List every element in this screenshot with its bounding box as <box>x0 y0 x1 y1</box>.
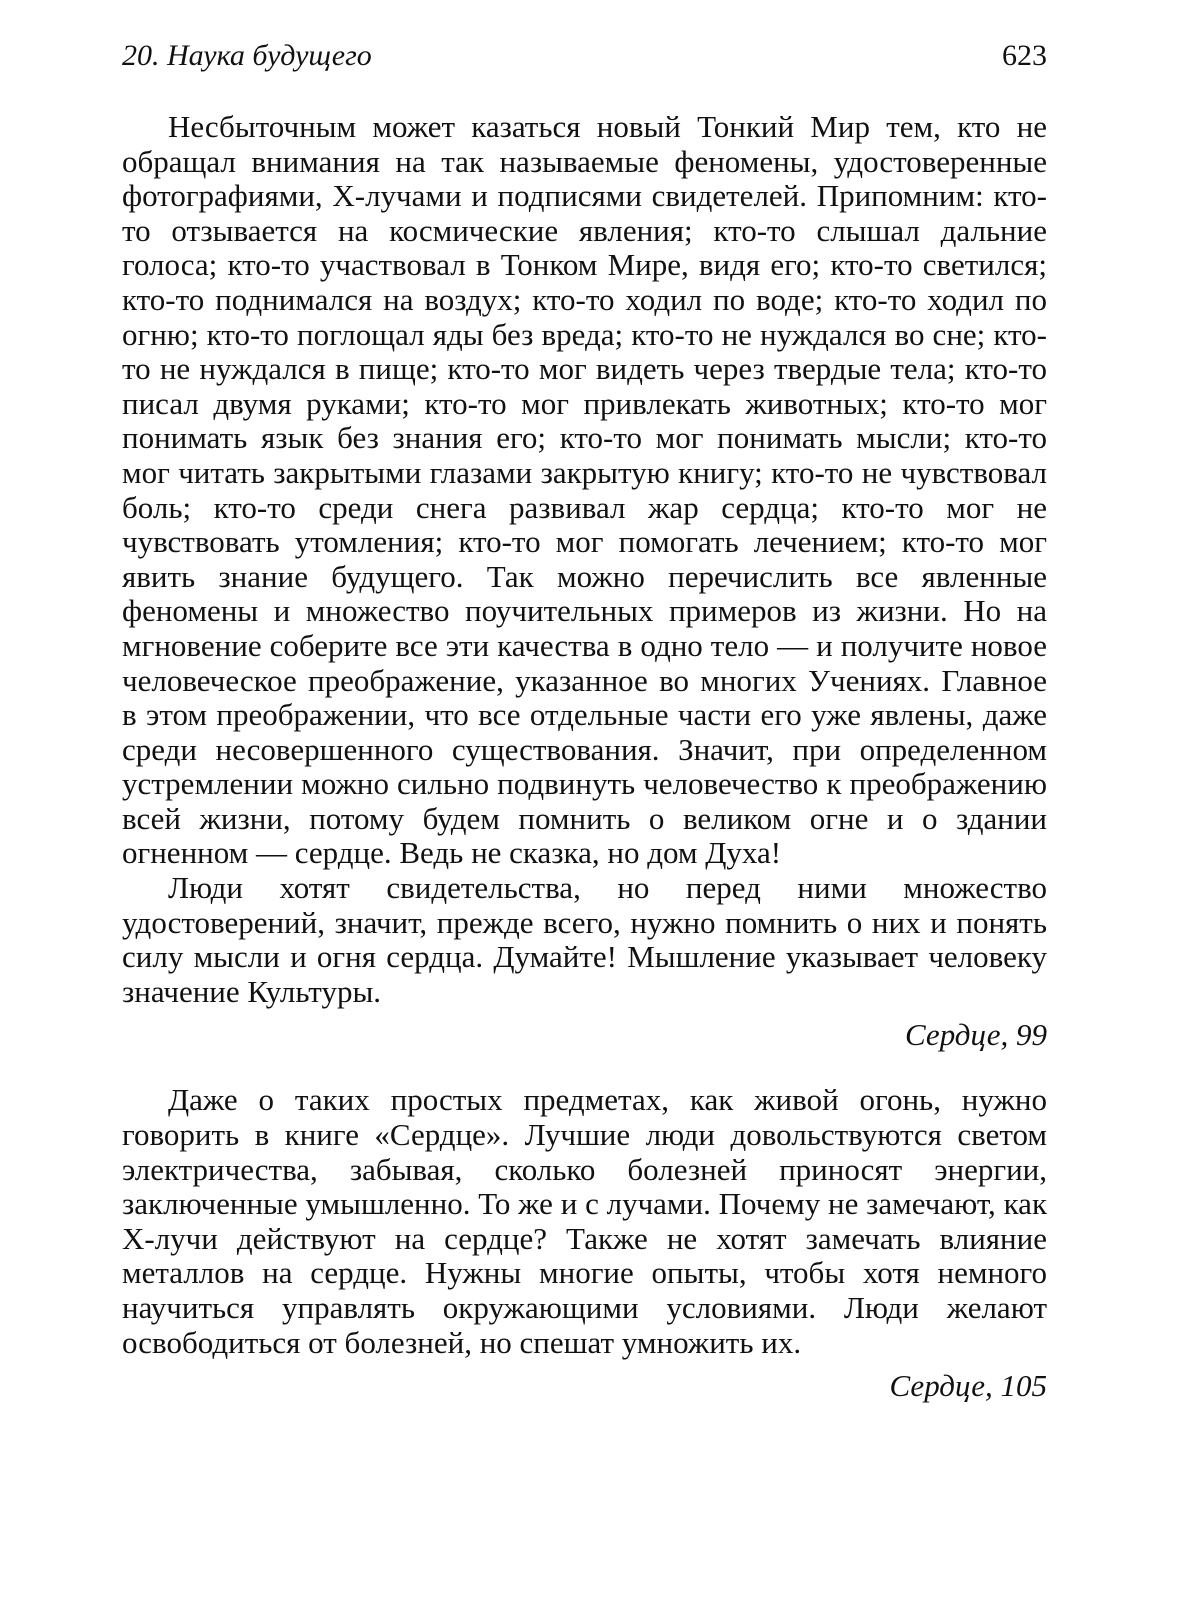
page-number: 623 <box>1002 39 1047 72</box>
source-citation-2: Сердце, 105 <box>889 1368 1047 1404</box>
passage-2 <box>122 1083 1047 1404</box>
passage-1 <box>122 110 1047 1053</box>
paragraph-3: Даже о таких простых предметах, как живой огонь, нужно говорить в книге «Сердце». Лучшие люди довольствуются светом электричества, забывая, сколько болезней приносят энергии, заключенные умышленно. То же и с лучами. Почему не замечают, как X-лучи действуют на сердце? Также не хотят замечать влияние металлов на сердце. Нужны многие опыты, чтобы хотя немного научиться управлять окружающими условиями. Люди желают освободиться от болезней, но спешат умножить их. <box>122 1082 1047 1360</box>
passage-gap <box>122 1053 1047 1083</box>
running-head <box>122 38 1047 74</box>
source-citation-1: Сердце, 99 <box>905 1017 1047 1053</box>
paragraph-1: Несбыточным может казаться новый Тонкий Мир тем, кто не обращал внимания на так называемые феномены, удостоверенные фотографиями, X-лучами и подписями свидетелей. Припомним: кто-то отзывается на космические явления; кто-то слышал дальние голоса; кто-то участвовал в Тонком Мире, видя его; кто-то светился; кто-то поднимался на воздух; кто-то ходил по воде; кто-то ходил по огню; кто-то поглощал яды без вреда; кто-то не нуждался во сне; кто-то не нуждался в пище; кто-то мог видеть через твердые тела; кто-то писал двумя руками; кто-то мог привлекать животных; кто-то мог понимать язык без знания его; кто-то мог понимать мысли; кто-то мог читать закрытыми глазами закрытую книгу; кто-то не чувствовал боль; кто-то среди снега развивал жар сердца; кто-то мог не чувствовать утомления; кто-то мог помогать лечением; кто-то мог явить знание будущего. Так можно перечислить все явленные феномены и множество поучительных примеров из жизни. Но на мгновение соберите все эти качества в одно тело — и получите новое человеческое преображение, указанное во многих Учениях. Главное в этом преображении, что все отдельные части его уже явлены, даже среди несовершенного существования. Значит, при определенном устремлении можно сильно подвинуть человечество к преображению всей жизни, потому будем помнить о великом огне и о здании огненном — сердце. Ведь не сказка, но дом Духа! <box>122 109 1047 871</box>
paragraph-2: Люди хотят свидетельства, но перед ними множество удостоверений, значит, прежде всего, нужно помнить о них и понять силу мысли и огня сердца. Думайте! Мышление указывает человеку значение Культуры. <box>122 870 1047 1009</box>
chapter-title: 20. Наука будущего <box>122 39 372 72</box>
book-page <box>122 38 1047 1404</box>
